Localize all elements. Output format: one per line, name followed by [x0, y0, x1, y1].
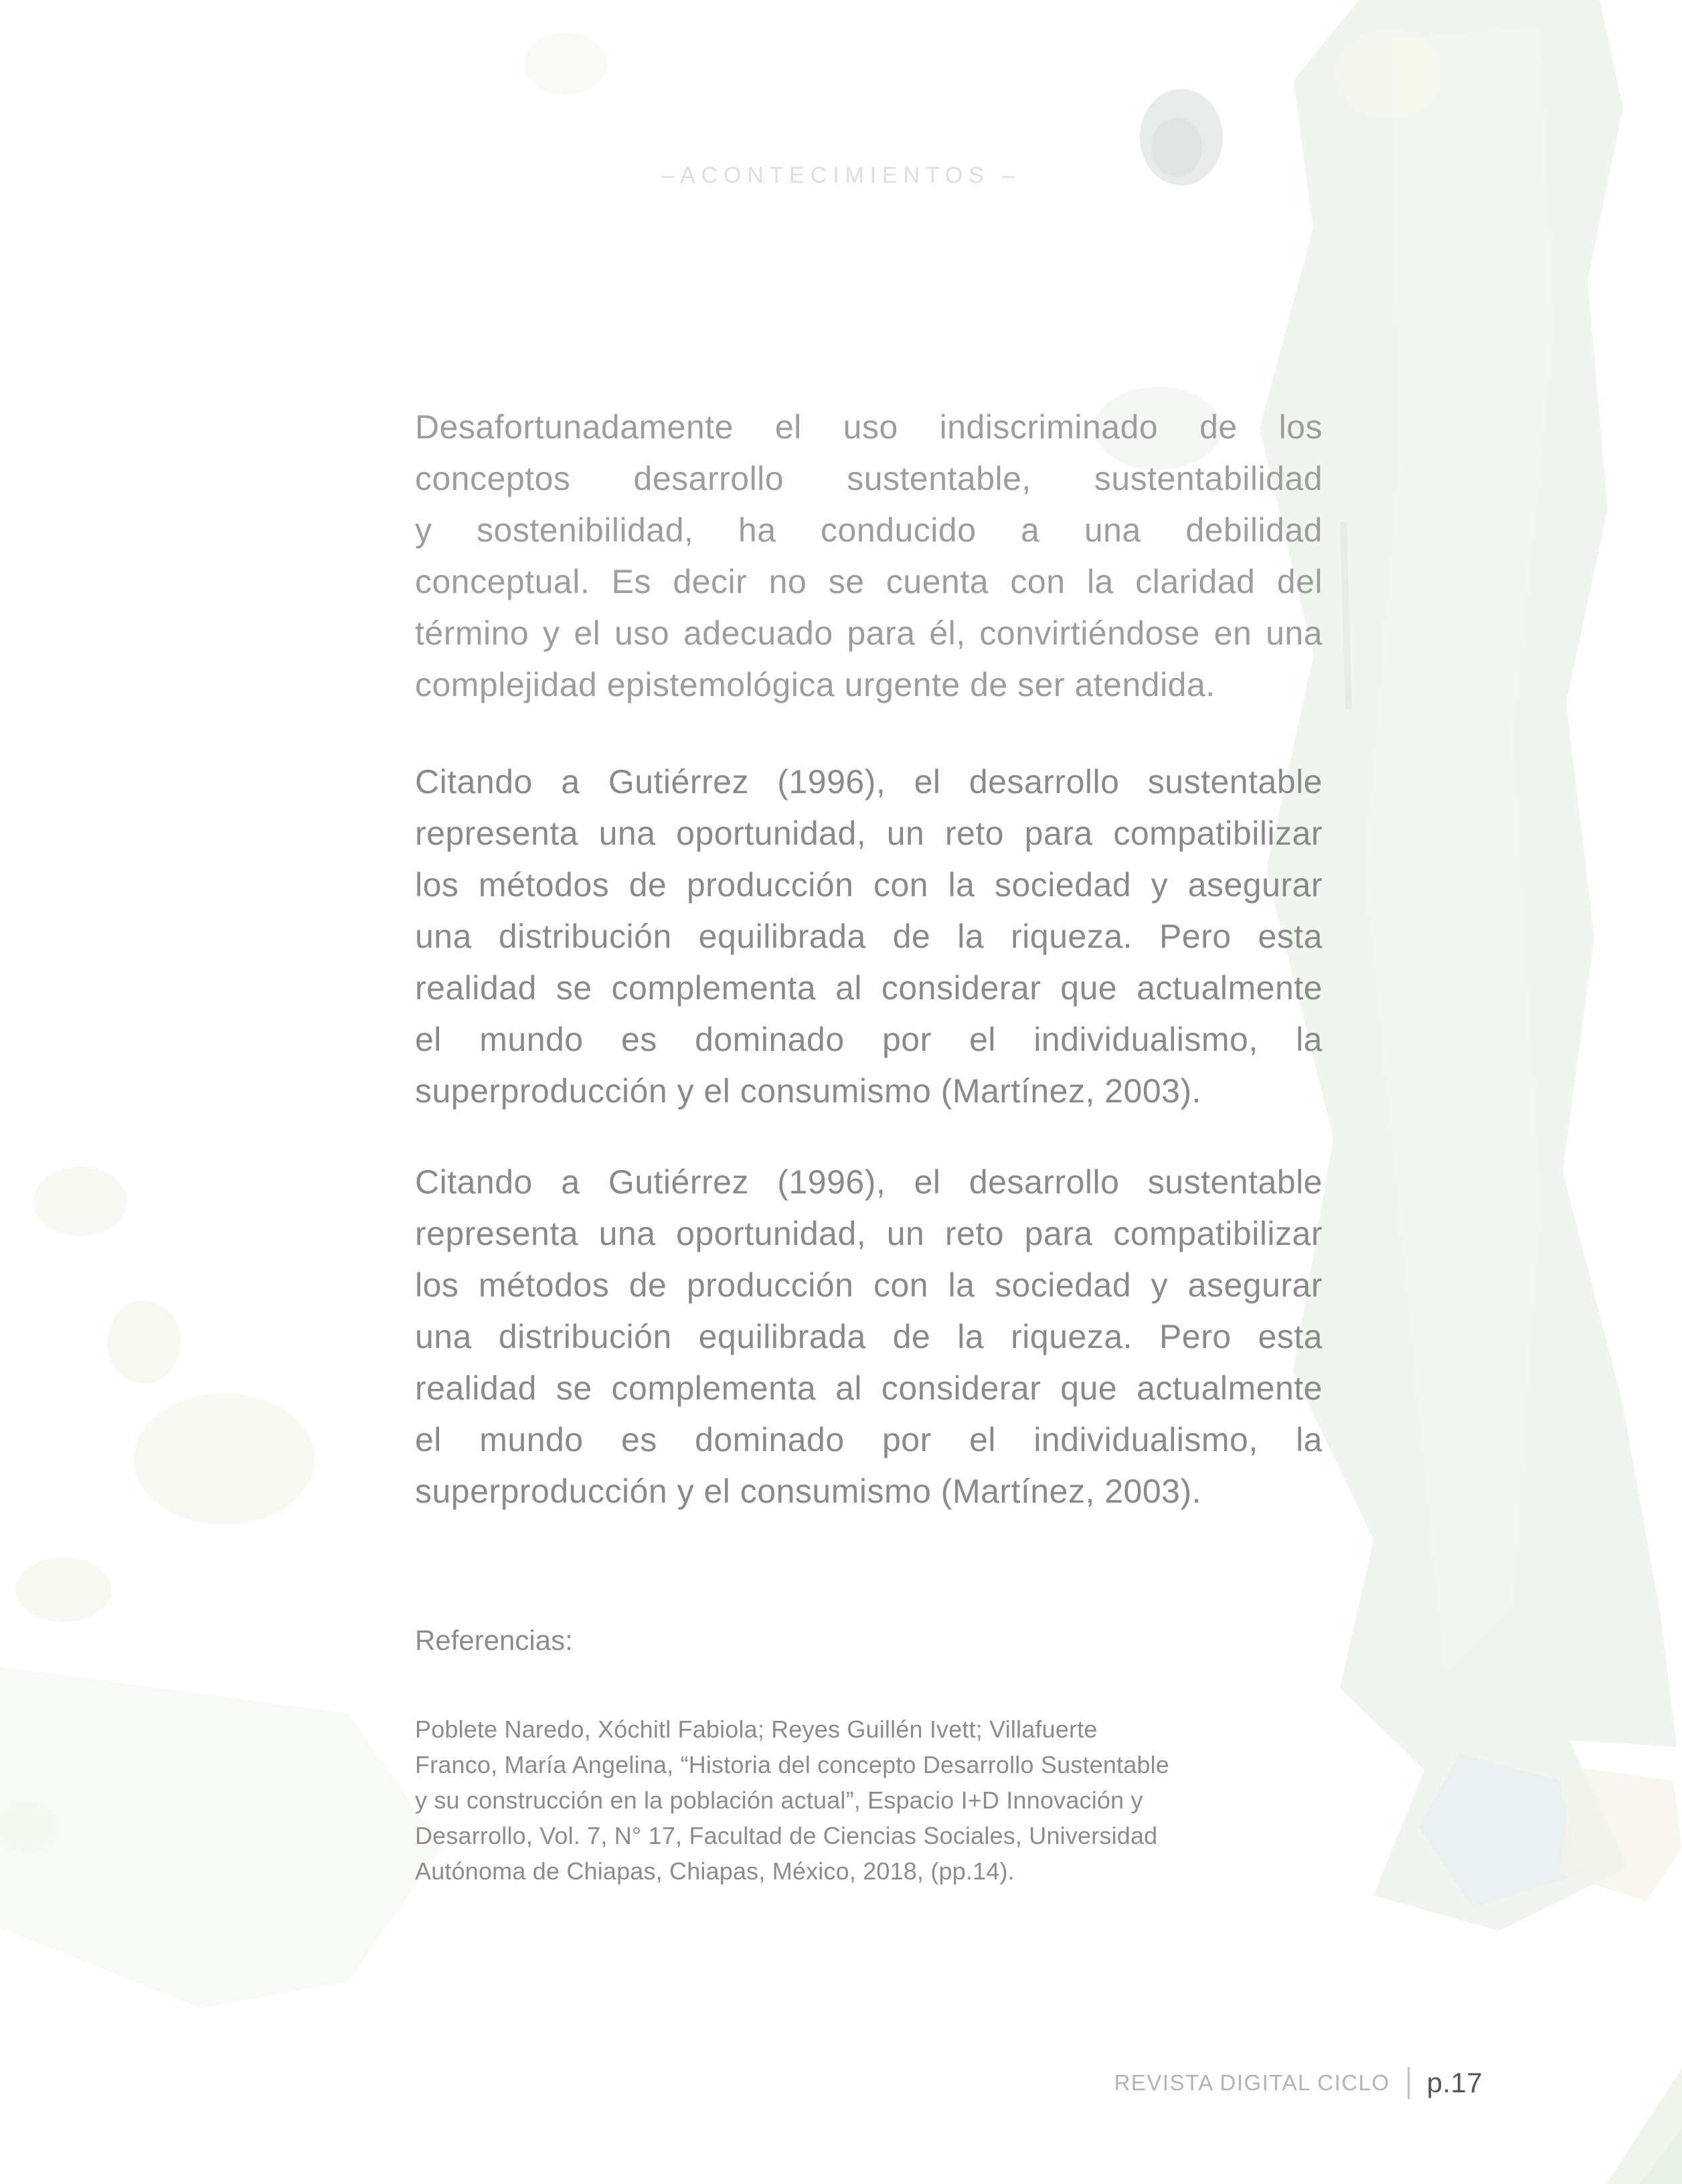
watercolor-faint-blob-header: [524, 33, 607, 94]
paragraph-2-line: el mundo es dominado por el individualismo, la: [415, 1021, 1323, 1058]
reference-entry: [415, 1711, 1323, 1889]
paragraph-1-line: conceptual. Es decir no se cuenta con la claridad del: [415, 563, 1323, 600]
paragraph-2: [415, 756, 1323, 1117]
footer-magazine-title: REVISTA DIGITAL CICLO: [1114, 2070, 1390, 2095]
footer-page-number: p.17: [1426, 2067, 1483, 2098]
reference-entry-line: Poblete Naredo, Xóchitl Fabiola; Reyes Guillén Ivett; Villafuerte: [415, 1715, 1098, 1743]
paragraph-1-line: término y el uso adecuado para él, convirtiéndose en una: [415, 614, 1323, 652]
reference-entry-line: Desarrollo, Vol. 7, N° 17, Facultad de Ciencias Sociales, Universidad: [415, 1822, 1158, 1849]
paragraph-1-line: conceptos desarrollo sustentable, sustentabilidad: [415, 460, 1323, 497]
paragraph-3: [415, 1157, 1323, 1517]
references-heading: Referencias:: [415, 1624, 573, 1656]
paragraph-3-line: el mundo es dominado por el individualismo, la: [415, 1421, 1323, 1458]
watercolor-cream-blob-top: [1337, 29, 1441, 118]
paragraph-1-line: y sostenibilidad, ha conducido a una debilidad: [415, 511, 1323, 549]
paragraph-2-line: una distribución equilibrada de la riqueza. Pero esta: [415, 918, 1323, 955]
watercolor-cream-blob-left-4: [15, 1558, 112, 1622]
watercolor-cream-blob-left-1: [33, 1167, 127, 1236]
paragraph-2-line: realidad se complementa al considerar que actualmente: [415, 969, 1323, 1007]
paragraph-1-line: Desafortunadamente el uso indiscriminado de los: [415, 408, 1323, 446]
watercolor-cream-blob-left-3: [134, 1394, 315, 1525]
paragraph-2-line: representa una oportunidad, un reto para compatibilizar: [415, 815, 1323, 852]
paragraph-2-line: Citando a Gutiérrez (1996), el desarrollo sustentable: [415, 763, 1323, 801]
watercolor-cream-blob-left-2: [107, 1300, 181, 1383]
page-footer: [1114, 2067, 1483, 2099]
paragraph-2-line: superproducción y el consumismo (Martínez, 2003).: [415, 1072, 1202, 1110]
paragraph-2-line: los métodos de producción con la sociedad y asegurar: [415, 866, 1323, 904]
paragraph-3-line: superproducción y el consumismo (Martínez, 2003).: [415, 1473, 1202, 1510]
paragraph-3-line: Citando a Gutiérrez (1996), el desarrollo sustentable: [415, 1163, 1323, 1201]
footer-separator-bar: [1408, 2067, 1410, 2099]
paragraph-3-line: representa una oportunidad, un reto para compatibilizar: [415, 1215, 1323, 1252]
paragraph-3-line: los métodos de producción con la sociedad y asegurar: [415, 1266, 1323, 1304]
reference-entry-line: Franco, María Angelina, “Historia del concepto Desarrollo Sustentable: [415, 1751, 1169, 1778]
reference-entry-line: Autónoma de Chiapas, Chiapas, México, 2018, (pp.14).: [415, 1857, 1015, 1885]
paragraph-1-line: complejidad epistemológica urgente de ser atendida.: [415, 666, 1215, 703]
paragraph-3-line: realidad se complementa al considerar que actualmente: [415, 1369, 1323, 1407]
watercolor-wash-lower-left: [0, 1667, 442, 2008]
reference-entry-line: y su construcción en la población actual”, Espacio I+D Innovación y: [415, 1786, 1143, 1814]
section-label: –ACONTECIMIENTOS –: [661, 163, 1021, 188]
paragraph-1: [415, 402, 1323, 711]
paragraph-3-line: una distribución equilibrada de la riqueza. Pero esta: [415, 1318, 1323, 1355]
